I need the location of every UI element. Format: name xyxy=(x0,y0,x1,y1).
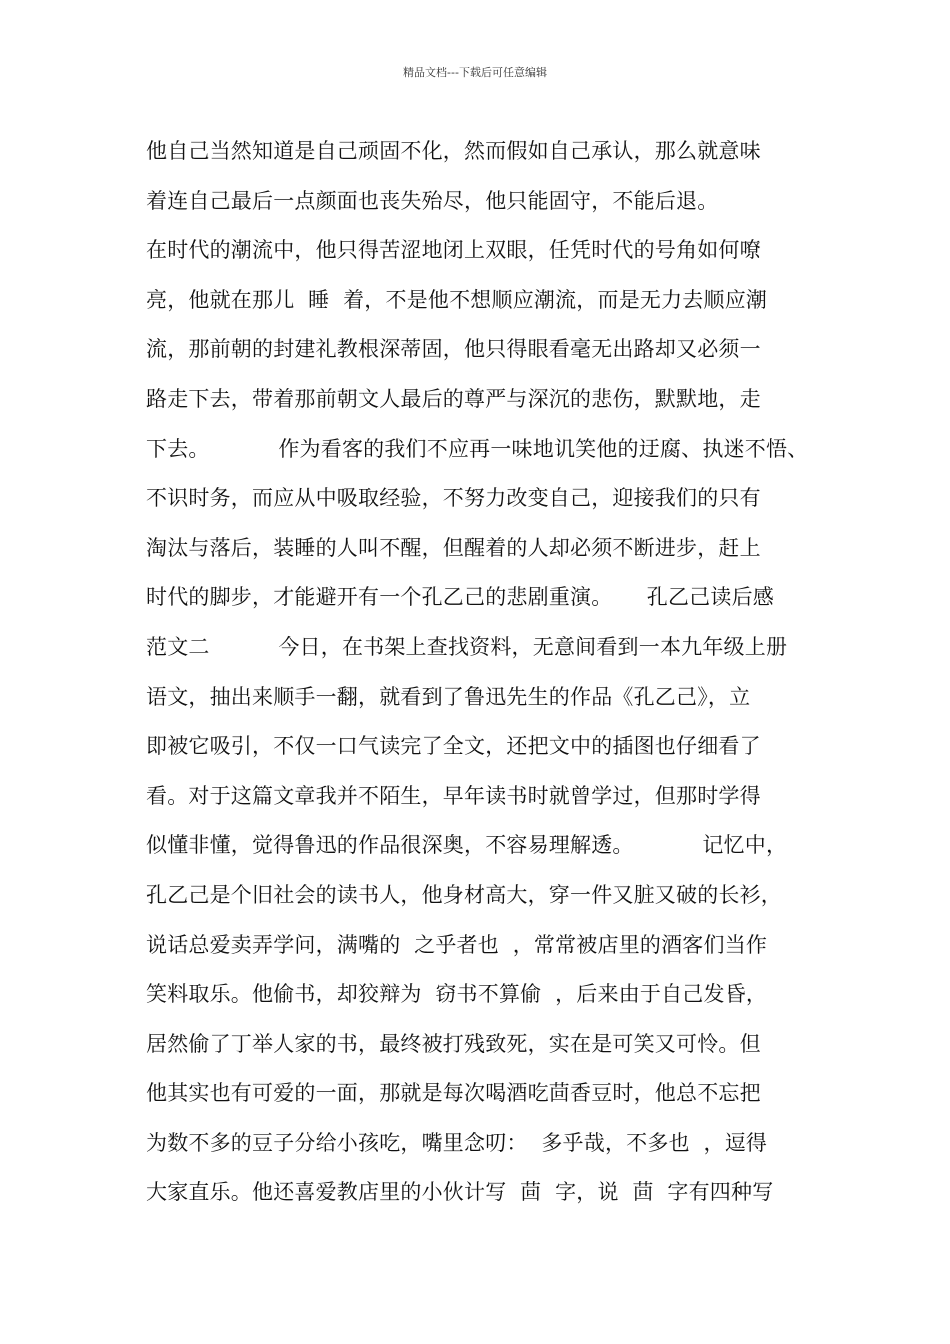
text-line: 他其实也有可爱的一面，那就是每次喝酒吃茴香豆时，他总不忘把 xyxy=(146,1081,761,1106)
text-line: 范文二 今日，在书架上查找资料，无意间看到一本九年级上册 xyxy=(146,634,788,659)
text-line: 路走下去，带着那前朝文人最后的尊严与深沉的悲伤，默默地，走 xyxy=(146,386,761,411)
text-line: 淘汰与落后，装睡的人叫不醒，但醒着的人却必须不断进步，赶上 xyxy=(146,535,761,560)
text-line: 不识时务，而应从中吸取经验，不努力改变自己，迎接我们的只有 xyxy=(146,486,761,511)
text-line: 居然偷了丁举人家的书，最终被打残致死，实在是可笑又可怜。但 xyxy=(146,1031,761,1056)
text-line: 着连自己最后一点颜面也丧失殆尽，他只能固守，不能后退。 xyxy=(146,188,719,213)
text-line: 亮，他就在那儿 睡 着，不是他不想顺应潮流，而是无力去顺应潮 xyxy=(146,287,768,312)
text-line: 语文，抽出来顺手一翻，就看到了鲁迅先生的作品《孔乙己》，立 xyxy=(146,684,751,709)
text-line: 在时代的潮流中，他只得苦涩地闭上双眼，任凭时代的号角如何嘹 xyxy=(146,238,761,263)
text-line: 即被它吸引，不仅一口气读完了全文，还把文中的插图也仔细看了 xyxy=(146,734,761,759)
text-line: 时代的脚步，才能避开有一个孔乙己的悲剧重演。 孔乙己读后感 xyxy=(146,585,774,610)
text-line: 他自己当然知道是自己顽固不化，然而假如自己承认，那么就意味 xyxy=(146,139,761,163)
page-header: 精品文档---下载后可任意编辑 xyxy=(403,66,547,79)
body-paragraph xyxy=(146,131,826,1222)
text-line: 为数不多的豆子分给小孩吃，嘴里念叨： 多乎哉，不多也 ，逗得 xyxy=(146,1130,768,1155)
text-line: 看。对于这篇文章我并不陌生，早年读书时就曾学过，但那时学得 xyxy=(146,783,761,808)
text-line: 大家直乐。他还喜爱教店里的小伙计写 茴 字，说 茴 字有四种写 xyxy=(146,1180,774,1205)
text-line: 孔乙己是个旧社会的读书人，他身材高大，穿一件又脏又破的长衫， xyxy=(146,882,782,907)
text-line: 说话总爱卖弄学问，满嘴的 之乎者也 ，常常被店里的酒客们当作 xyxy=(146,932,768,957)
text-line: 似懂非懂，觉得鲁迅的作品很深奥，不容易理解透。 记忆中， xyxy=(146,833,788,858)
text-line: 下去。 作为看客的我们不应再一味地讥笑他的迂腐、执迷不悟、 xyxy=(146,436,809,461)
text-line: 笑料取乐。他偷书，却狡辩为 窃书不算偷 ，后来由于自己发昏， xyxy=(146,982,768,1007)
text-line: 流，那前朝的封建礼教根深蒂固，他只得眼看毫无出路却又必须一 xyxy=(146,337,761,362)
